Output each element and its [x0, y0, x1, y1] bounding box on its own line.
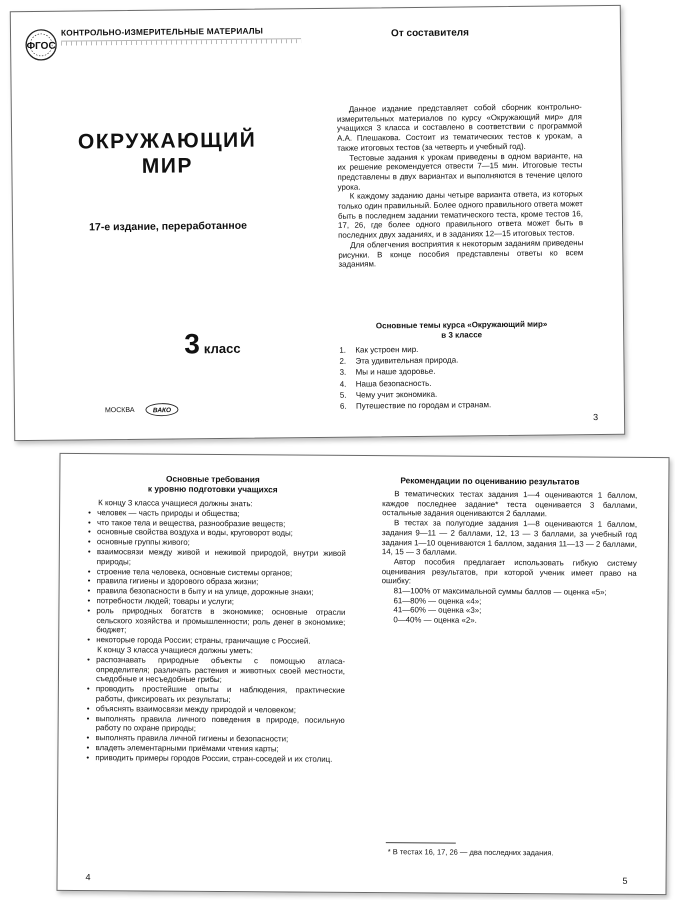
know-item: • строение тела человека, основные системы органов;	[88, 567, 346, 579]
intro-paragraph: К каждому заданию даны четыре варианта ответа, из которых только один правильный. Более одного правильного ответа может быть в последнем задании тематического теста, кроме тестов 16, 17, 26, где более одного правильного ответа может быть в последних двух заданиях, и в заданиях 12—15 итоговых тестов.	[337, 189, 584, 240]
know-item: • правила гигиены и здорового образа жизни;	[88, 576, 346, 588]
able-item: • владеть элементарными приёмами чтения карты;	[86, 743, 344, 755]
know-item: • взаимосвязи между живой и неживой природой, внутри живой природы;	[88, 547, 346, 568]
intro-paragraph: Тестовые задания к урокам приведены в одном варианте, на их решение рекомендуется отвести 7—15 мин. Итоговые тесты представлены в двух вариантах и выполняются в течение целого урока.	[337, 150, 583, 192]
requirements-spread	[56, 453, 669, 895]
series-title: КОНТРОЛЬНО-ИЗМЕРИТЕЛЬНЫЕ МАТЕРИАЛЫ	[60, 25, 264, 38]
grade-word: класс	[203, 340, 241, 357]
requirements-body	[86, 498, 346, 764]
scale-item: 41—60% — оценка «3»;	[393, 605, 482, 616]
able-item: • объяснять взаимосвязи между природой и человеком;	[87, 704, 345, 716]
able-item: • распознавать природные объекты с помощью атласа-определителя; различать растения и животных своей местности, съедобные и несъедобные грибы;	[87, 655, 345, 686]
able-item: • выполнять правила личного поведения в природе, посильную работу по охране природы;	[87, 714, 345, 735]
able-item: • проводить простейшие опыты и наблюдения, практические работы, фиксировать их результаты;	[87, 684, 345, 705]
know-item: • что такое тела и вещества, разнообразие веществ;	[88, 518, 346, 530]
edition-info: 17-е издание, переработанное	[89, 219, 247, 234]
topic-item: 3. Мы и наше здоровье.	[339, 367, 436, 378]
scale-item: 61—80% — оценка «4»;	[393, 595, 482, 606]
grading-paragraph: В тематических тестах задания 1—4 оцениваются 1 баллом, каждое последнее задание* теста оценивается 3 баллами, остальные задания оцениваются 2 баллами.	[382, 489, 638, 519]
intro-paragraph: Для облегчения восприятия к некоторым заданиям приведены рисунки. В конце пособия представлены ответы ко всем заданиям.	[338, 238, 584, 270]
requirements-title-line-2: к уровню подготовки учащихся	[147, 483, 278, 495]
grading-paragraph: В тестах за полугодие задания 1—8 оцениваются 1 баллом, задания 9—11 — 2 баллами, 12, 13 — 3 баллами, за учебный год задания 1—10 оцениваются 1 баллом, задания 11—13 — 2 баллами, 14, 15 — 3 баллами.	[381, 518, 638, 557]
grading-title: Рекомендации по оцениванию результатов	[400, 475, 580, 487]
topics-title-line-1: Основные темы курса «Окружающий мир»	[375, 319, 548, 331]
topic-item: 1. Как устроен мир.	[339, 344, 419, 355]
page-number-left: 4	[85, 872, 91, 883]
requirements-title-line-1: Основные требования	[165, 473, 260, 485]
series-ruler	[61, 38, 301, 46]
know-item: • основные группы живого;	[88, 537, 346, 549]
topic-item: 6. Путешествие по городам и странам.	[339, 400, 492, 411]
intro-paragraph: Данное издание представляет собой сборник контрольно-измерительных материалов по курсу «Окружающий мир» для учащихся 3 класса и составлено в соответствии с программой А.А. Плешакова. Состоит из тематических тестов к урокам, а также итоговых тестов (за четверть и учебный год).	[336, 102, 583, 153]
topics-title-line-2: в 3 классе	[441, 329, 483, 340]
fgos-logo	[24, 28, 58, 62]
know-item: • человек — часть природы и общества;	[88, 508, 346, 520]
topic-item: 2. Эта удивительная природа.	[339, 355, 459, 366]
topics-title	[339, 319, 584, 341]
book-title	[42, 127, 293, 180]
publisher-logo	[145, 402, 179, 416]
able-item: • приводить примеры городов России, стран-соседей и их столиц.	[86, 753, 344, 765]
footnote: * В тестах 16, 17, 26 — два последних задания.	[387, 847, 554, 858]
able-intro: К концу 3 класса учащиеся должны уметь:	[97, 645, 253, 656]
know-item: • правила безопасности в быту и на улице, дорожные знаки;	[88, 586, 346, 598]
know-item: • некоторые города России; страны, граничащие с Россией.	[87, 635, 345, 647]
grading-scale	[381, 586, 636, 627]
grading-body	[381, 489, 637, 627]
able-item: • выполнять правила личной гигиены и безопасности;	[87, 733, 345, 745]
able-list	[86, 655, 345, 765]
know-item: • потребности людей; товары и услуги;	[87, 596, 345, 608]
topic-item: 4. Наша безопасность.	[339, 378, 432, 389]
grade-number: 3	[184, 328, 200, 360]
footnote-rule	[386, 842, 456, 843]
page-number: 3	[592, 412, 599, 423]
grading-paragraph: Автор пособия предлагает использовать гибкую систему оценивания результатов, при которой ученик имеет право на ошибку:	[381, 557, 637, 586]
page-number-right: 5	[622, 875, 628, 886]
requirements-title	[100, 473, 325, 495]
compiler-text	[337, 102, 584, 270]
book-title-line-1: ОКРУЖАЮЩИЙ	[77, 128, 257, 154]
publisher-logo-text: ВАКО	[152, 407, 172, 415]
topic-item: 5. Чему учит экономика.	[339, 389, 438, 400]
cover-spread	[10, 5, 625, 441]
know-item: • основные свойства воздуха и воды, круговорот воды;	[88, 527, 346, 539]
know-list	[87, 508, 346, 647]
publisher-city: МОСКВА	[104, 406, 135, 415]
grade-label	[184, 328, 241, 361]
compiler-heading: От составителя	[390, 27, 470, 40]
fgos-logo-text: ФГОС	[26, 40, 56, 53]
scale-item: 81—100% от максимальной суммы баллов — оценка «5»;	[393, 586, 607, 597]
topics-list	[339, 342, 585, 412]
know-item: • роль природных богатств в экономике; основные отрасли сельского хозяйства и промышленности; роль денег в экономике; бюджет;	[87, 606, 345, 637]
know-intro: К концу 3 класса учащиеся должны знать:	[98, 498, 253, 509]
scale-item: 0—40% — оценка «2».	[393, 615, 477, 625]
book-title-line-2: МИР	[141, 154, 194, 178]
